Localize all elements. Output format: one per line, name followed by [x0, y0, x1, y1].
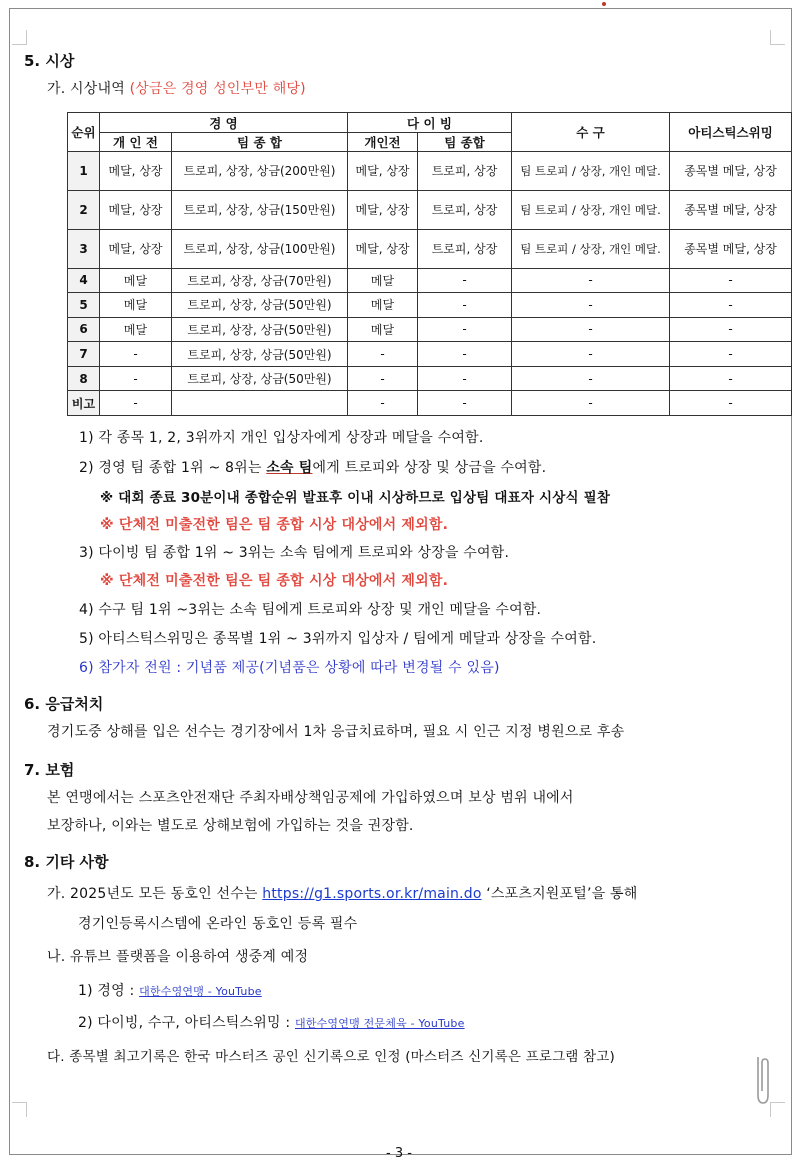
waterpolo-cell: - — [512, 342, 670, 367]
artistic-cell: 종목별 메달, 상장 — [670, 229, 792, 268]
swim-individual-cell: 메달 — [100, 317, 172, 342]
rank-cell: 1 — [68, 152, 100, 191]
swim-team-cell: 트로피, 상장, 상금(200만원) — [172, 152, 348, 191]
waterpolo-cell: - — [512, 293, 670, 318]
crop-mark — [12, 1102, 27, 1117]
artistic-cell: - — [670, 342, 792, 367]
table-row — [68, 391, 792, 416]
section-8-ga-line-2: 경기인등록시스템에 온라인 동호인 등록 필수 — [78, 916, 358, 932]
swim-individual-cell: - — [100, 342, 172, 367]
table-row — [68, 317, 792, 342]
table-row — [68, 229, 792, 268]
artistic-cell: 종목별 메달, 상장 — [670, 190, 792, 229]
rank-cell: 2 — [68, 190, 100, 229]
swim-team-cell: 트로피, 상장, 상금(50만원) — [172, 366, 348, 391]
header-rank: 순위 — [68, 113, 100, 152]
dive-team-cell: 트로피, 상장 — [418, 190, 512, 229]
dive-individual-cell: 메달, 상장 — [348, 152, 418, 191]
artistic-cell: - — [670, 317, 792, 342]
award-table — [67, 112, 792, 416]
header-dive-individual: 개인전 — [348, 133, 418, 152]
prize-note: (상금은 경영 성인부만 해당) — [129, 81, 306, 97]
swim-individual-cell: - — [100, 391, 172, 416]
note-5: 5) 아티스틱스위밍은 종목별 1위 ~ 3위까지 입상자 / 팀에게 메달과 상장을 수여함. — [79, 631, 597, 647]
crop-mark — [770, 30, 785, 45]
dive-individual-cell: 메달 — [348, 268, 418, 293]
note-2-post: 에게 트로피와 상장 및 상금을 수여함. — [312, 460, 547, 476]
note-3-star: ※ 단체전 미출전한 팀은 팀 종합 시상 대상에서 제외함. — [100, 573, 449, 589]
waterpolo-cell: 팀 트로피 / 상장, 개인 메달. — [512, 190, 670, 229]
subtitle-label: 가. 시상내역 — [47, 81, 130, 97]
table-row — [68, 342, 792, 367]
dive-team-cell: - — [418, 268, 512, 293]
rank-cell: 5 — [68, 293, 100, 318]
header-diving: 다 이 빙 — [348, 113, 512, 133]
crop-mark — [12, 30, 27, 45]
swim-individual-cell: 메달, 상장 — [100, 152, 172, 191]
rank-cell: 4 — [68, 268, 100, 293]
section-8-da: 다. 종목별 최고기록은 한국 마스터즈 공인 신기록으로 인정 (마스터즈 신기록은 프로그램 참고) — [47, 1049, 615, 1065]
artistic-cell: - — [670, 293, 792, 318]
dive-team-cell: - — [418, 342, 512, 367]
dive-individual-cell: 메달 — [348, 293, 418, 318]
dive-individual-cell: 메달, 상장 — [348, 190, 418, 229]
waterpolo-cell: 팀 트로피 / 상장, 개인 메달. — [512, 152, 670, 191]
section-8-ga-post: ‘스포츠지원포털’을 통해 — [481, 886, 638, 902]
section-7-title: 7. 보험 — [24, 761, 75, 779]
section-8-title: 8. 기타 사항 — [24, 853, 109, 871]
swim-team-cell: 트로피, 상장, 상금(50만원) — [172, 317, 348, 342]
dive-team-cell: - — [418, 317, 512, 342]
table-row — [68, 366, 792, 391]
note-3: 3) 다이빙 팀 종합 1위 ~ 3위는 소속 팀에게 트로피와 상장을 수여함. — [79, 545, 510, 561]
section-6-title: 6. 응급처치 — [24, 695, 104, 713]
artistic-cell: 종목별 메달, 상장 — [670, 152, 792, 191]
note-6: 6) 참가자 전원 : 기념품 제공(기념품은 상황에 따라 변경될 수 있음) — [79, 660, 500, 676]
section-8-ga — [47, 883, 637, 903]
note-2-star-2: ※ 단체전 미출전한 팀은 팀 종합 시상 대상에서 제외함. — [100, 517, 449, 533]
swim-individual-cell: - — [100, 366, 172, 391]
section-6-body: 경기도중 상해를 입은 선수는 경기장에서 1차 응급치료하며, 필요 시 인근 지정 병원으로 후송 — [47, 724, 625, 740]
dive-individual-cell: - — [348, 391, 418, 416]
swim-team-cell: 트로피, 상장, 상금(150만원) — [172, 190, 348, 229]
swim-individual-cell: 메달, 상장 — [100, 229, 172, 268]
note-2-star-1: ※ 대회 종료 30분이내 종합순위 발표후 이내 시상하므로 입상팀 대표자 시상식 필참 — [100, 490, 611, 506]
note-4: 4) 수구 팀 1위 ~3위는 소속 팀에게 트로피와 상장 및 개인 메달을 수여함. — [79, 602, 542, 618]
note-2-pre: 2) 경영 팀 종합 1위 ~ 8위는 — [79, 460, 267, 476]
section-5-title: 5. 시상 — [24, 52, 75, 70]
header-swim-team: 팀 종 합 — [172, 133, 348, 152]
section-8-ga-pre: 가. 2025년도 모든 동호인 선수는 — [47, 886, 263, 902]
artistic-cell: - — [670, 366, 792, 391]
rank-cell: 8 — [68, 366, 100, 391]
header-dive-team: 팀 종합 — [418, 133, 512, 152]
waterpolo-cell: - — [512, 268, 670, 293]
dive-team-cell: - — [418, 366, 512, 391]
dive-team-cell: 트로피, 상장 — [418, 229, 512, 268]
artistic-cell: - — [670, 268, 792, 293]
dive-team-cell: - — [418, 293, 512, 318]
swim-individual-cell: 메달 — [100, 293, 172, 318]
swim-team-cell: 트로피, 상장, 상금(50만원) — [172, 342, 348, 367]
note-2-underline: 소속 팀 — [266, 460, 313, 476]
header-waterpolo: 수 구 — [512, 113, 670, 152]
rank-cell: 7 — [68, 342, 100, 367]
artistic-cell: - — [670, 391, 792, 416]
dive-individual-cell: - — [348, 366, 418, 391]
portal-link[interactable]: https://g1.sports.or.kr/main.do — [262, 886, 482, 902]
table-row — [68, 152, 792, 191]
note-1: 1) 각 종목 1, 2, 3위까지 개인 입상자에게 상장과 메달을 수여함. — [79, 430, 484, 446]
paperclip-icon — [755, 1055, 771, 1107]
youtube-link-swimming[interactable]: 대한수영연맹 - YouTube — [139, 985, 262, 998]
table-row — [68, 293, 792, 318]
dive-team-cell: - — [418, 391, 512, 416]
dive-team-cell: 트로피, 상장 — [418, 152, 512, 191]
page-number: - 3 - — [386, 1146, 412, 1161]
waterpolo-cell: 팀 트로피 / 상장, 개인 메달. — [512, 229, 670, 268]
section-8-na-2 — [78, 1012, 465, 1032]
table-row — [68, 268, 792, 293]
dive-individual-cell: 메달, 상장 — [348, 229, 418, 268]
youtube-link-professional[interactable]: 대한수영연맹 전문체육 - YouTube — [294, 1017, 465, 1030]
swim-team-cell: 트로피, 상장, 상금(50만원) — [172, 293, 348, 318]
header-artistic: 아티스틱스위밍 — [670, 113, 792, 152]
rank-cell: 6 — [68, 317, 100, 342]
crop-mark — [770, 1102, 785, 1117]
waterpolo-cell: - — [512, 366, 670, 391]
swim-team-cell: 트로피, 상장, 상금(70만원) — [172, 268, 348, 293]
swim-team-cell: 트로피, 상장, 상금(100만원) — [172, 229, 348, 268]
dive-individual-cell: 메달 — [348, 317, 418, 342]
section-8-na: 나. 유튜브 플랫폼을 이용하여 생중계 예정 — [47, 949, 309, 965]
note-2 — [79, 457, 546, 477]
section-8-na-1 — [78, 980, 262, 1000]
youtube-1-label: 1) 경영 : — [78, 983, 140, 999]
header-swimming: 경 영 — [100, 113, 348, 133]
rank-cell: 비고 — [68, 391, 100, 416]
header-swim-individual: 개 인 전 — [100, 133, 172, 152]
waterpolo-cell: - — [512, 391, 670, 416]
table-row — [68, 190, 792, 229]
rank-cell: 3 — [68, 229, 100, 268]
dive-individual-cell: - — [348, 342, 418, 367]
swim-individual-cell: 메달 — [100, 268, 172, 293]
section-7-line-1: 본 연맹에서는 스포츠안전재단 주최자배상책임공제에 가입하였으며 보상 범위 내에서 — [47, 790, 574, 806]
swim-team-cell — [172, 391, 348, 416]
marker-dot — [602, 2, 606, 6]
section-5-subtitle — [47, 78, 306, 98]
section-7-line-2: 보장하나, 이와는 별도로 상해보험에 가입하는 것을 권장함. — [47, 818, 414, 834]
waterpolo-cell: - — [512, 317, 670, 342]
swim-individual-cell: 메달, 상장 — [100, 190, 172, 229]
youtube-2-label: 2) 다이빙, 수구, 아티스틱스위밍 : — [78, 1015, 295, 1031]
